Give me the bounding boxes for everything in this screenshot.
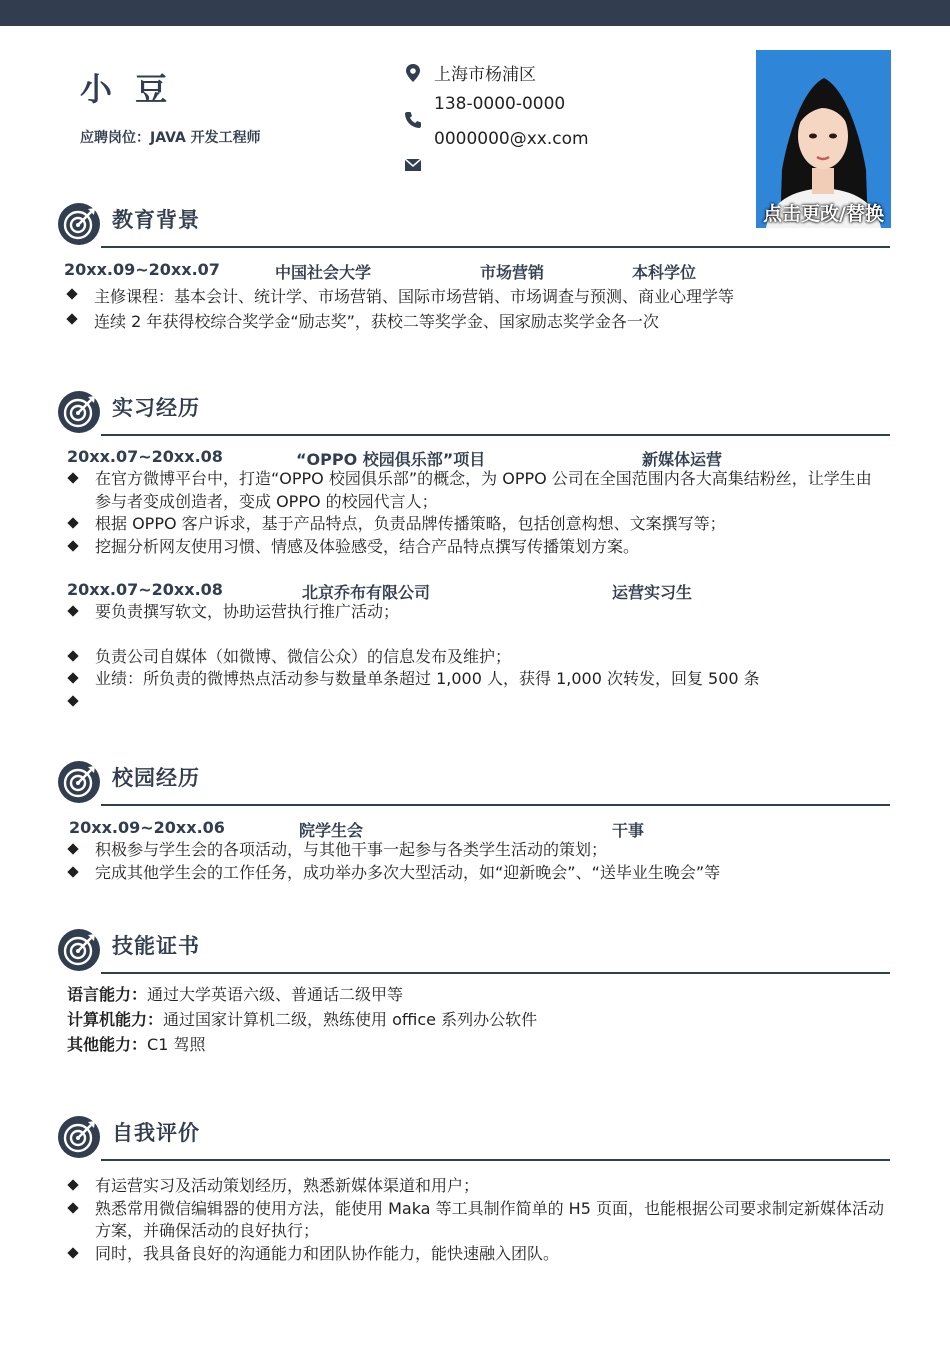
list-item: 负责公司自媒体（如微博、微信公众）的信息发布及维护； [63, 646, 885, 669]
entry-school: 中国社会大学 [275, 263, 372, 282]
campus-entry [69, 818, 869, 840]
list-item: 连续 2 年获得校综合奖学金“励志奖”，获校二等奖学金、国家励志奖学金各一次 [62, 309, 882, 334]
skills-section-header [57, 928, 890, 974]
target-icon [57, 1115, 101, 1159]
skill-value: 通过国家计算机二级，熟练使用 office 系列办公软件 [163, 1010, 538, 1029]
list-item: 在官方微博平台中，打造“OPPO 校园俱乐部”的概念，为 OPPO 公司在全国范围内各大高集结粉丝，让学生由参与者变成创造者，变成 OPPO 的校园代言人； [63, 468, 885, 513]
target-icon [57, 928, 101, 972]
list-item: 同时，我具备良好的沟通能力和团队协作能力，能快速融入团队。 [63, 1243, 893, 1266]
entry-degree: 本科学位 [632, 263, 697, 282]
email-text: 0000000@xx.com [434, 129, 589, 149]
campus-section-header [57, 760, 890, 806]
internship-entry-2 [67, 580, 867, 602]
education-bullets [62, 284, 882, 334]
skill-label: 语言能力： [67, 985, 148, 1004]
location-text: 上海市杨浦区 [434, 65, 536, 85]
internship-entry-1 [67, 447, 867, 469]
applied-position: 应聘岗位：JAVA 开发工程师 [80, 130, 261, 146]
list-item: 积极参与学生会的各项活动，与其他干事一起参与各类学生活动的策划； [63, 839, 885, 862]
entry-role: 干事 [612, 821, 645, 840]
list-item: 要负责撰写软文，协助运营执行推广活动； [63, 601, 885, 624]
photo-caption[interactable]: 点击更改/替换 [763, 203, 884, 225]
self-eval-section-header [57, 1115, 890, 1161]
list-item: 根据 OPPO 客户诉求，基于产品特点，负责品牌传播策略，包括创意构想、文案撰写等； [63, 513, 885, 536]
candidate-name: 小 豆 [80, 70, 174, 108]
phone-text: 138-0000-0000 [434, 94, 566, 114]
internship-section-header [57, 390, 890, 436]
skill-row [67, 1007, 537, 1032]
entry-role: 新媒体运营 [642, 450, 723, 469]
skill-row [67, 982, 537, 1007]
phone-icon [402, 109, 424, 131]
internship-2-bullets [63, 601, 885, 713]
self-eval-bullets [63, 1175, 893, 1265]
campus-bullets [63, 839, 885, 884]
section-divider [101, 434, 890, 436]
section-divider [101, 246, 890, 248]
section-divider [101, 804, 890, 806]
skills-list [67, 982, 537, 1057]
section-divider [101, 972, 890, 974]
skill-label: 其他能力： [67, 1035, 148, 1054]
list-item: 完成其他学生会的工作任务，成功举办多次大型活动，如“迎新晚会”、“送毕业生晚会”等 [63, 862, 885, 885]
section-title: 校园经历 [112, 766, 200, 790]
list-item: 熟悉常用微信编辑器的使用方法，能使用 Maka 等工具制作简单的 H5 页面，也能根据公司要求制定新媒体活动方案，并确保活动的良好执行； [63, 1198, 893, 1243]
entry-date: 20xx.07~20xx.08 [67, 447, 223, 466]
entry-org: “OPPO 校园俱乐部”项目 [296, 450, 486, 469]
section-title: 教育背景 [112, 208, 200, 232]
location-pin-icon [402, 62, 424, 84]
skill-label: 计算机能力： [67, 1010, 164, 1029]
section-title: 实习经历 [112, 396, 200, 420]
section-title: 自我评价 [112, 1121, 200, 1145]
list-item: 主修课程：基本会计、统计学、市场营销、国际市场营销、市场调查与预测、商业心理学等 [62, 284, 882, 309]
entry-date: 20xx.09~20xx.06 [69, 818, 225, 837]
skill-value: C1 驾照 [147, 1035, 206, 1054]
list-item: 挖掘分析网友使用习惯、情感及体验感受，结合产品特点撰写传播策划方案。 [63, 536, 885, 559]
top-bar [0, 0, 950, 26]
entry-org: 院学生会 [299, 821, 364, 840]
entry-major: 市场营销 [480, 263, 545, 282]
internship-1-bullets [63, 468, 885, 558]
skill-row [67, 1032, 537, 1057]
section-divider [101, 1159, 890, 1161]
list-item: 业绩：所负责的微博热点活动参与数量单条超过 1,000 人，获得 1,000 次转发，回复 500 条 [63, 668, 885, 691]
education-entry [64, 260, 864, 282]
list-item: 有运营实习及活动策划经历，熟悉新媒体渠道和用户； [63, 1175, 893, 1198]
entry-date: 20xx.07~20xx.08 [67, 580, 223, 599]
entry-date: 20xx.09~20xx.07 [64, 260, 220, 279]
target-icon [57, 390, 101, 434]
entry-org: 北京乔布有限公司 [302, 583, 431, 602]
target-icon [57, 202, 101, 246]
education-section-header [57, 202, 890, 248]
list-item [63, 691, 885, 713]
section-title: 技能证书 [112, 934, 200, 958]
mail-icon [402, 154, 424, 176]
target-icon [57, 760, 101, 804]
entry-role: 运营实习生 [612, 583, 693, 602]
skill-value: 通过大学英语六级、普通话二级甲等 [147, 985, 404, 1004]
